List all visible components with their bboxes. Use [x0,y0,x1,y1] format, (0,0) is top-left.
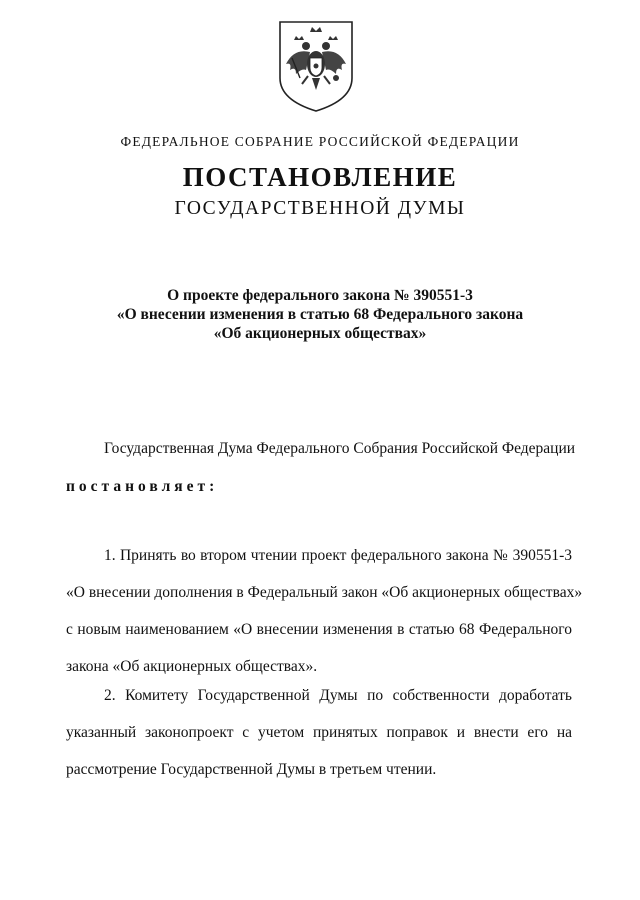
document-subtitle: ГОСУДАРСТВЕННОЙ ДУМЫ [174,198,466,219]
preamble-text: Государственная Дума Федерального Собрания Российской Федерации [104,440,576,457]
document-title: ПОСТАНОВЛЕНИЕ [182,162,458,192]
paragraph-1 [66,546,583,694]
paragraph-line: указанный законопроект с учетом принятых поправок и внести его на [66,724,572,741]
paragraph-line: 2. Комитету Государственной Думы по собственности доработать [104,687,572,704]
paragraph-line: закона «Об акционерных обществах». [66,658,318,675]
organization-heading: ФЕДЕРАЛЬНОЕ СОБРАНИЕ РОССИЙСКОЙ ФЕДЕРАЦИИ [120,134,520,149]
subject-line: «О внесении изменения в статью 68 Федерального закона [116,306,524,323]
russian-coat-of-arms-icon [276,18,356,114]
paragraph-line: «О внесении дополнения в Федеральный закон «Об акционерных обществах» [66,584,583,601]
subject-line: «Об акционерных обществах» [213,325,427,342]
subject-line: О проекте федерального закона № 390551-3 [167,287,473,304]
paragraph-line: 1. Принять во втором чтении проект федерального закона № 390551-3 [104,547,572,564]
paragraph-line: рассмотрение Государственной Думы в третьем чтении. [66,761,437,778]
subject-block [0,286,640,343]
paragraph-line: с новым наименованием «О внесении изменения в статью 68 Федерального [66,621,572,638]
paragraph-2 [66,686,572,797]
resolves-text: постановляет: [66,478,219,495]
